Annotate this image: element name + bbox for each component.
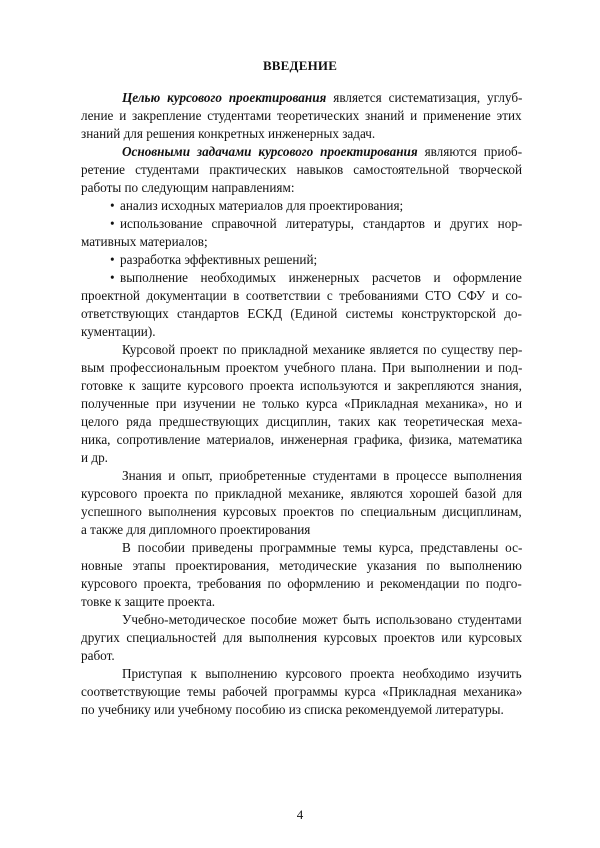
page-title: ВВЕДЕНИЕ	[262, 58, 338, 73]
line-text: товке к защите проекта.	[81, 594, 216, 609]
line-text: а также для дипломного проектирования	[81, 522, 311, 537]
line-text: являются приоб-	[417, 144, 523, 159]
line-text: ление и закрепление студентами теоретических знаний и применение этих	[81, 108, 522, 123]
text-line	[81, 557, 522, 575]
text-line	[81, 575, 522, 593]
text-line	[81, 179, 295, 197]
bullet-icon: •	[110, 270, 115, 285]
line-text: является систематизация, углуб-	[326, 90, 523, 105]
line-text: мативных материалов;	[81, 234, 208, 249]
line-text: курсового проекта, требования по оформлению и рекомендации по подго-	[81, 576, 522, 591]
line-text: ретение студентами практических навыков самостоятельной творческой	[81, 162, 523, 177]
text-line	[122, 143, 522, 161]
text-line	[122, 665, 522, 683]
line-text: проектной документации в соответствии с требованиями СТО СФУ и со-	[81, 288, 523, 303]
text-line	[81, 413, 522, 431]
bullet-icon: •	[110, 198, 115, 213]
text-line	[81, 593, 215, 611]
line-text: выполнение необходимых инженерных расчетов и оформление	[120, 270, 522, 285]
line-text: анализ исходных материалов для проектирования;	[120, 198, 404, 213]
text-line	[81, 233, 208, 251]
line-text: готовке к защите курсового проекта используются и закрепляются знания,	[81, 378, 522, 393]
text-line	[81, 629, 522, 647]
text-line	[81, 161, 522, 179]
line-text: вым профессиональным проектом учебного плана. При выполнении и под-	[81, 360, 523, 375]
text-line	[81, 683, 522, 701]
line-text: полученные при изучении не только курса «Прикладная механика», но и	[81, 396, 523, 411]
line-text: разработка эффективных решений;	[120, 252, 318, 267]
emphasized-phrase: Основными задачами курсового проектирования	[122, 144, 418, 159]
line-text: В пособии приведены программные темы курса, представлены ос-	[122, 540, 523, 555]
text-line	[81, 431, 522, 449]
text-line	[81, 287, 522, 305]
text-line	[81, 395, 522, 413]
line-text: по учебнику или учебному пособию из списка рекомендуемой литературы.	[81, 702, 504, 717]
line-text: использование справочной литературы, стандартов и других нор-	[120, 216, 523, 231]
text-line	[81, 503, 522, 521]
line-text: соответствующие темы рабочей программы курса «Прикладная механика»	[81, 684, 523, 699]
line-text: и др.	[81, 450, 108, 465]
line-text: успешного выполнения курсовых проектов по специальным дисциплинам,	[81, 504, 522, 519]
line-text: работ.	[81, 648, 115, 663]
line-text: ника, сопротивление материалов, инженерная графика, физика, математика	[81, 432, 523, 447]
emphasized-phrase: Целью курсового проектирования	[122, 90, 327, 105]
text-line	[81, 449, 108, 467]
line-text: новные этапы проектирования, методические указания по выполнению	[81, 558, 522, 573]
text-line	[81, 521, 310, 539]
text-line	[110, 251, 317, 269]
text-line	[81, 323, 156, 341]
line-text: Курсовой проект по прикладной механике является по существу пер-	[122, 342, 523, 357]
line-text: курсового проекта по прикладной механике, являются хорошей базой для	[81, 486, 523, 501]
text-line	[122, 611, 522, 629]
text-line	[81, 701, 504, 719]
line-text: работы по следующим направлениям:	[81, 180, 295, 195]
text-line	[81, 647, 115, 665]
line-text: Знания и опыт, приобретенные студентами в процессе выполнения	[122, 468, 522, 483]
line-text: кументации).	[81, 324, 156, 339]
text-line	[122, 89, 522, 107]
text-line	[81, 107, 522, 125]
line-text: ответствующих стандартов ЕСКД (Единой системы конструкторской до-	[81, 306, 522, 321]
text-line	[122, 341, 522, 359]
text-line	[122, 539, 522, 557]
text-line	[110, 269, 522, 287]
text-line	[81, 485, 522, 503]
line-text: знаний для решения конкретных инженерных задач.	[81, 126, 376, 141]
text-line	[81, 125, 375, 143]
page-number: 4	[296, 807, 304, 822]
line-text: Приступая к выполнению курсового проекта необходимо изучить	[122, 666, 522, 681]
line-text: целого ряда предшествующих дисциплин, таких как теоретическая меха-	[81, 414, 523, 429]
line-text: других специальностей для выполнения курсовых проектов или курсовых	[81, 630, 523, 645]
bullet-icon: •	[110, 216, 115, 231]
text-line	[110, 215, 522, 233]
text-line	[81, 305, 522, 323]
text-line	[81, 359, 522, 377]
text-line	[81, 377, 522, 395]
text-line	[110, 197, 403, 215]
bullet-icon: •	[110, 252, 115, 267]
line-text: Учебно-методическое пособие может быть использовано студентами	[122, 612, 522, 627]
text-line	[122, 467, 522, 485]
